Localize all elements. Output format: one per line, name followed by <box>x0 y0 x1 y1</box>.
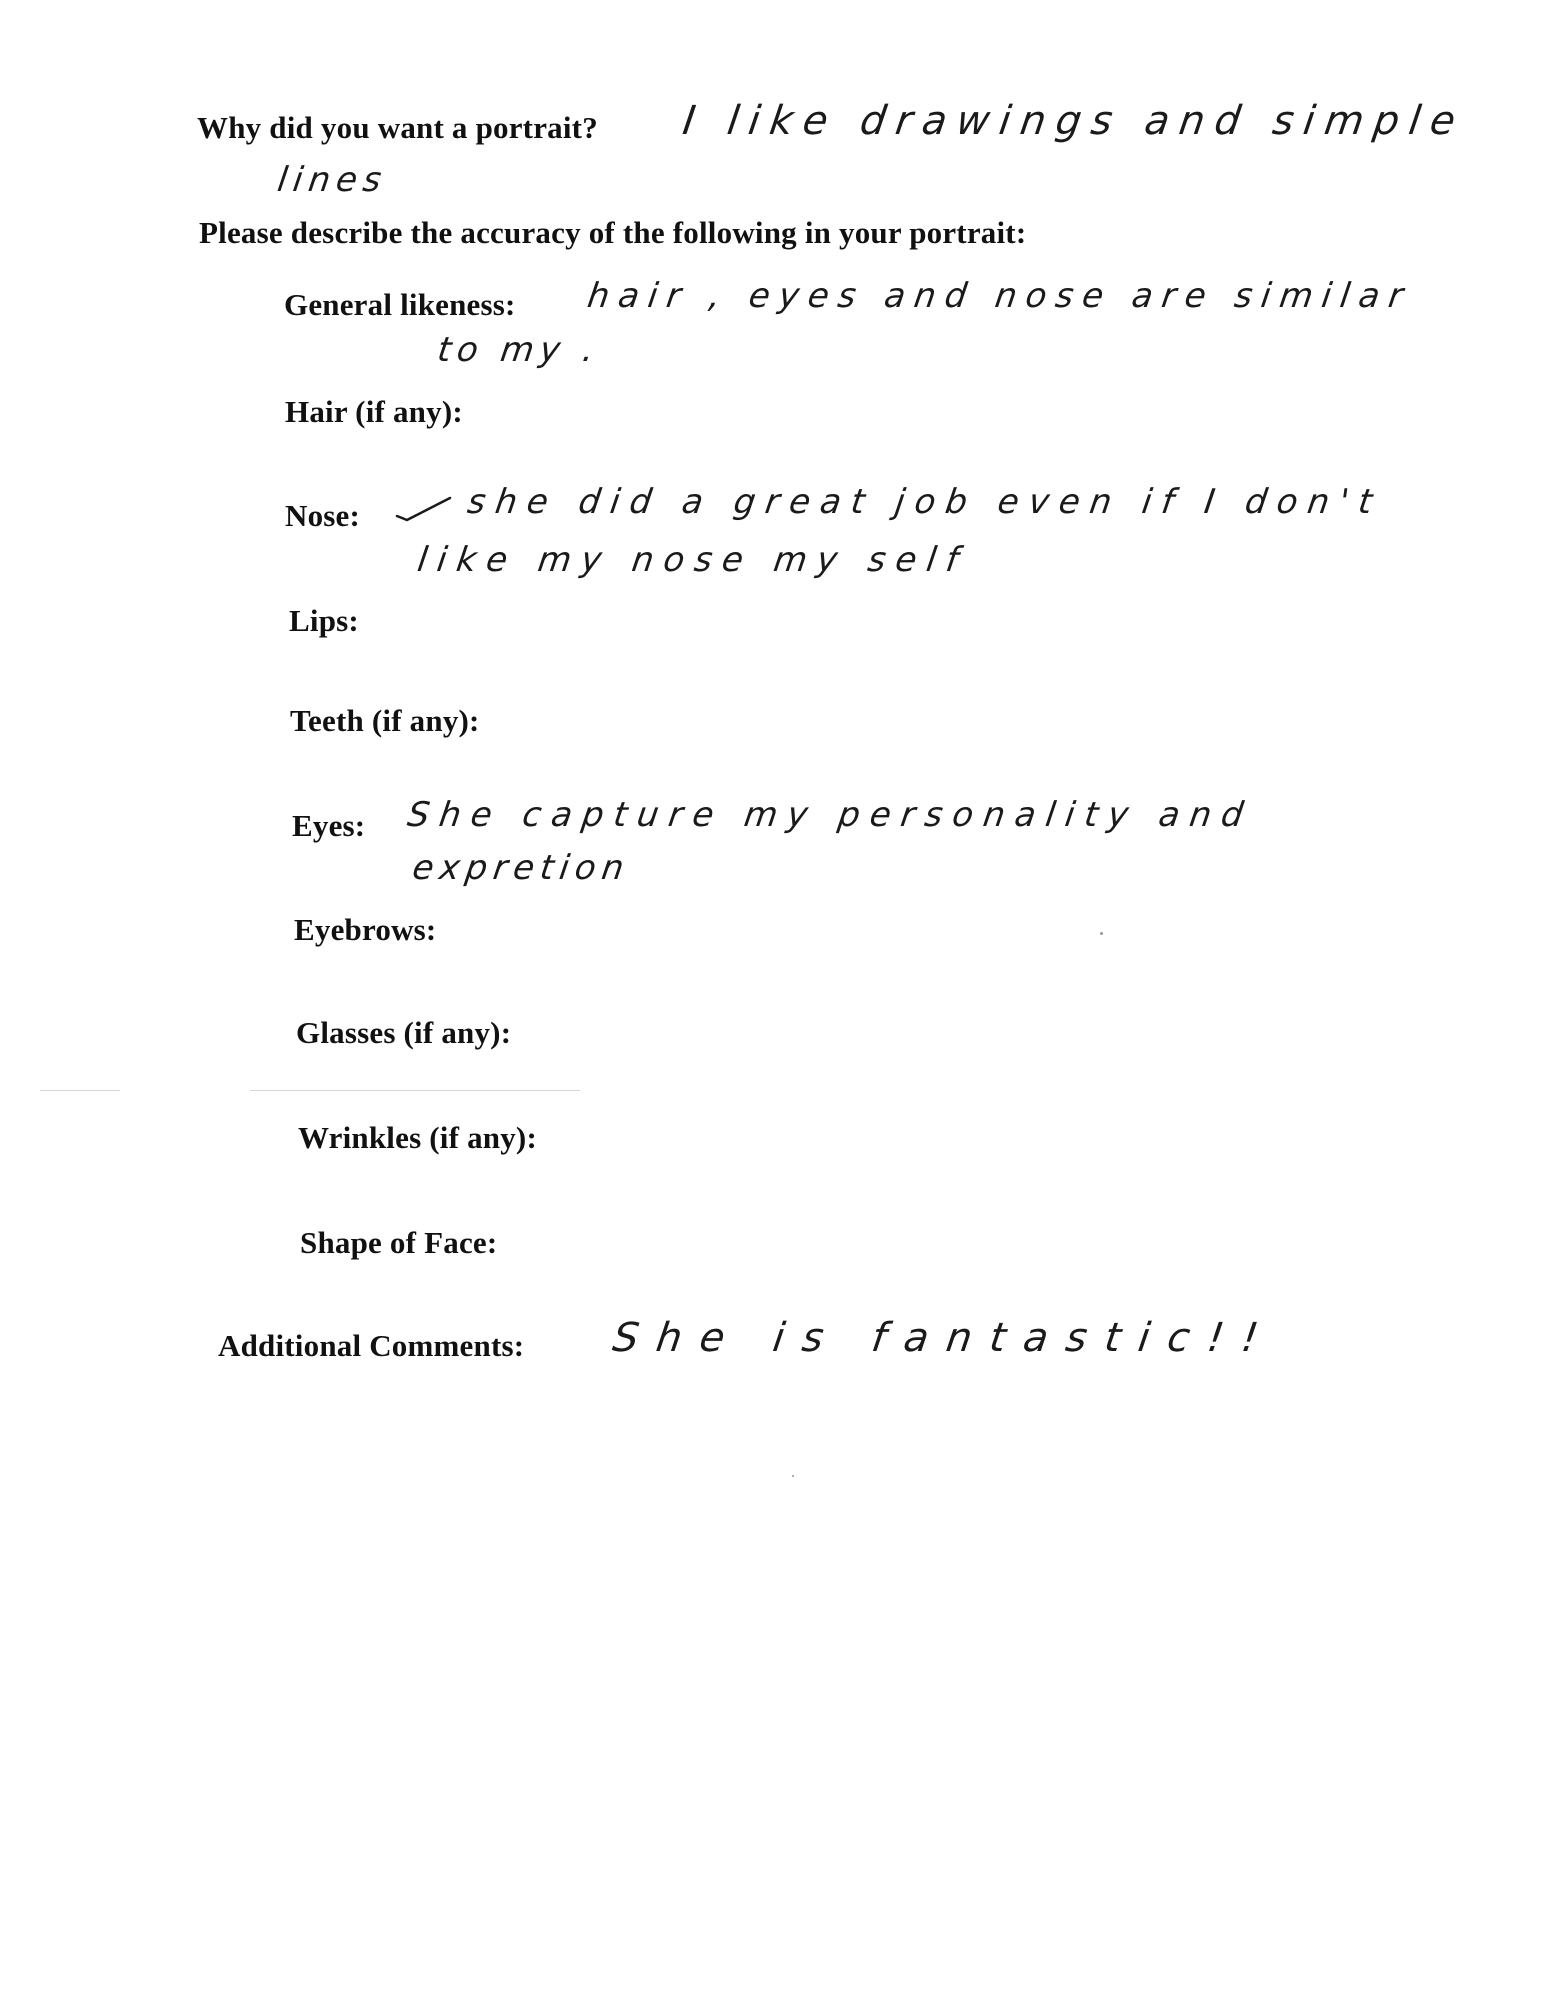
accuracy-prompt: Please describe the accuracy of the following in your portrait: <box>199 215 1027 250</box>
additional-comments-answer: She is fantastic!! <box>610 1315 1280 1361</box>
why-portrait-label: Why did you want a portrait? <box>197 110 598 145</box>
nose-answer-line1: she did a great job even if I don't <box>465 482 1385 522</box>
eyes-label: Eyes: <box>292 808 366 843</box>
scan-artifact-line <box>40 1090 120 1091</box>
additional-comments-label: Additional Comments: <box>218 1328 525 1363</box>
eyes-answer-line1: She capture my personality and <box>405 795 1256 835</box>
general-likeness-answer-line2: to my . <box>435 330 603 370</box>
eyebrows-label: Eyebrows: <box>294 912 437 947</box>
lips-label: Lips: <box>289 603 359 638</box>
glasses-label: Glasses (if any): <box>296 1015 512 1050</box>
shape-of-face-label: Shape of Face: <box>300 1225 498 1260</box>
nose-label: Nose: <box>285 498 361 533</box>
teeth-label: Teeth (if any): <box>290 703 480 738</box>
scan-speck <box>1100 932 1103 935</box>
checkmark-icon <box>395 496 455 526</box>
general-likeness-label: General likeness: <box>284 287 516 322</box>
why-portrait-answer-line1: I like drawings and simple <box>680 98 1469 144</box>
wrinkles-label: Wrinkles (if any): <box>298 1120 537 1155</box>
nose-answer-line2: like my nose my self <box>415 540 971 580</box>
why-portrait-answer-line2: lines <box>275 160 390 200</box>
general-likeness-answer-line1: hair , eyes and nose are similar <box>585 276 1415 316</box>
eyes-answer-line2: expretion <box>410 848 633 888</box>
scan-speck <box>792 1475 794 1477</box>
hair-label: Hair (if any): <box>285 394 463 429</box>
scan-artifact-line <box>250 1090 580 1091</box>
